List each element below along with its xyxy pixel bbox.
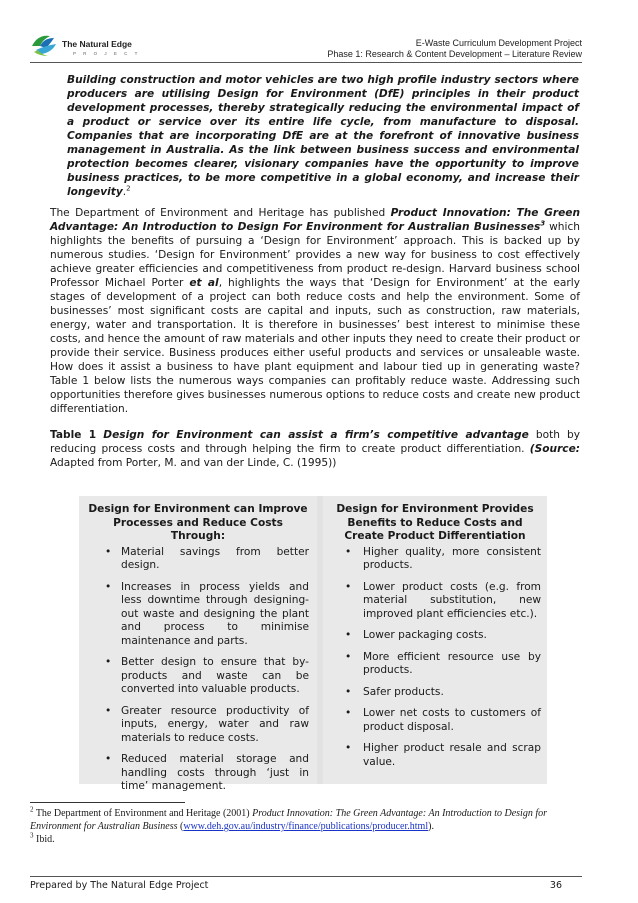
table-column-right — [323, 496, 547, 784]
header-title-line-1: E-Waste Curriculum Development Project — [415, 38, 582, 48]
footnote-2-number: 2 — [30, 805, 34, 814]
footnote-2-text: The Department of Environment and Heritage (2001) — [33, 808, 253, 819]
left-column-heading: Design for Environment can Improve Processes and Reduce Costs Through: — [88, 503, 308, 542]
footnote-ref-2: 2 — [126, 184, 131, 193]
body-paragraph — [50, 206, 580, 416]
quote-text: Building construction and motor vehicles are two high profile industry sectors where producers are utilising Design for Environment (DfE) principles in their product development processes, thereby strategically reducing the environmental impact of a product or service over its entire life cycle, from manufacture to disposal. Companies that are incorporating DfE are at the forefront of innovative business management in Australia. As the link between business success and environmental protection becomes clearer, visionary companies have the opportunity to improve business practices, to be more competitive in a global economy, and increase their longevity — [67, 74, 579, 198]
list-item: • Higher quality, more consistent products. — [323, 546, 547, 573]
publication-title: Product Innovation: The Green Advantage: An Introduction to Design For Environment for Australian Businesses — [50, 207, 580, 233]
footnotes — [30, 807, 590, 846]
source-label: (Source: — [529, 443, 580, 455]
logo-subtitle: P R O J E C T — [73, 51, 141, 56]
footnote-3-number: 3 — [30, 831, 34, 840]
header-title — [327, 38, 582, 60]
right-column-list — [323, 546, 547, 770]
list-item: • Lower packaging costs. — [323, 629, 547, 643]
list-item: • Lower net costs to customers of product disposal. — [323, 707, 547, 734]
table-caption — [50, 428, 580, 470]
footnote-3 — [30, 833, 590, 846]
page-number: 36 — [549, 880, 562, 891]
header-title-line-2: Phase 1: Research & Content Development – Literature Review — [327, 49, 582, 59]
list-item: • Greater resource productivity of inputs, energy, water and raw materials to reduce costs. — [79, 705, 317, 746]
footnote-2-close: ). — [428, 821, 434, 832]
paragraph-part-2: which highlights the benefits of pursuing a ‘Design for Environment’ approach. This is backed up by numerous studies. ‘Design for Environment’ provides a new way for business to cost effectively achieve greater efficiencies and competitiveness from product re-design. Harvard business school Professor Michael Porter — [50, 221, 580, 289]
list-item: • More efficient resource use by products. — [323, 651, 547, 678]
dfe-table — [79, 496, 547, 792]
list-item: • Reduced material storage and handling costs through ‘just in time’ management. — [79, 753, 317, 794]
table-title: Design for Environment can assist a firm’s competitive advantage — [103, 429, 529, 441]
table-label: Table 1 — [50, 429, 97, 441]
quote-block — [67, 73, 579, 199]
footnote-rule — [30, 802, 185, 803]
footer-prepared-by: Prepared by The Natural Edge Project — [30, 880, 209, 891]
page-header — [0, 0, 638, 70]
table-column-left — [79, 496, 317, 792]
source-text: Adapted from Porter, M. and van der Linde, C. (1995)) — [50, 457, 337, 469]
paragraph-part-3: , highlights the ways that ‘Design for Environment’ at the early stages of development of a project can both reduce costs and help the environment. Some of businesses’ most significant costs are capital and inputs, such as construction, raw materials, energy, water and transportation. It is therefore in businesses’ best interest to minimise these costs, and hence the amount of raw materials and other inputs they need to create their product or provide their service. Business produces either useful products and services or unsaleable waste. How does it assist a business to have plant equipment and labour tied up in generating waste? Table 1 below lists the numerous ways companies can profitably reduce waste. Addressing such opportunities therefore gives businesses numerous options to reduce costs and create new product differentiation. — [50, 277, 580, 415]
list-item: • Safer products. — [323, 686, 547, 700]
footnote-2-open: ( — [177, 821, 184, 832]
footnote-2-title: Product Innovation: The Green Advantage: An Introduction to Design for Environment for Australian Business — [30, 808, 548, 832]
footnote-ref-3: 3 — [540, 219, 546, 228]
logo-emblem-icon — [30, 32, 60, 58]
list-item: • Higher product resale and scrap value. — [323, 742, 547, 769]
footnote-2-link[interactable]: www.deh.gov.au/industry/finance/publications/producer.html — [183, 821, 429, 832]
list-item: • Lower product costs (e.g. from material substitution, new improved plant efficiencies etc.). — [323, 581, 547, 622]
right-column-heading: Design for Environment Provides Benefits to Reduce Costs and Create Product Differentiation — [336, 503, 534, 542]
logo — [30, 30, 148, 64]
footer-rule — [30, 876, 582, 877]
footnote-2 — [30, 807, 590, 833]
logo-name: The Natural Edge — [62, 39, 132, 49]
list-item: • Material savings from better design. — [79, 546, 317, 573]
left-column-list — [79, 546, 317, 794]
list-item: • Better design to ensure that by-products and waste can be converted into valuable products. — [79, 656, 317, 697]
paragraph-part-1: The Department of Environment and Heritage has published — [50, 207, 391, 219]
table-caption-mid: both by reducing process costs and through helping the firm to create product differentiation. — [50, 429, 581, 455]
header-rule — [30, 62, 582, 63]
et-al: et al — [189, 277, 219, 289]
quote-end: . — [122, 186, 127, 198]
list-item: • Increases in process yields and less downtime through designing-out waste and designing the plant and process to minimise maintenance and parts. — [79, 581, 317, 649]
footnote-3-text: Ibid. — [33, 834, 55, 845]
